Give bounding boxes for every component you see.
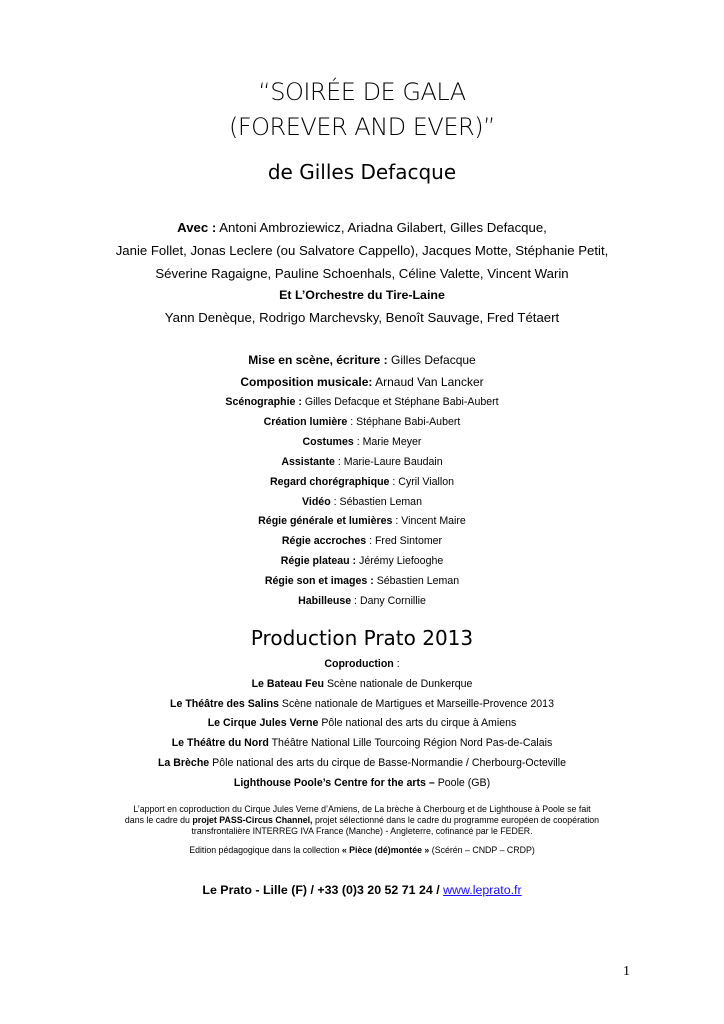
partner-desc: Scène nationale de Martigues et Marseille-Provence 2013 <box>278 698 554 710</box>
partner-row <box>0 678 724 690</box>
credit-role: Regard chorégraphique <box>269 476 390 488</box>
partner-desc: Pôle national des arts du cirque de Basse-Normandie / Cherbourg-Octeville <box>209 757 567 769</box>
production-heading: Production Prato 2013 <box>250 626 474 650</box>
credit-name: Vincent Maire <box>398 515 466 527</box>
avec-label: Avec : <box>177 220 217 235</box>
credit-role: Mise en scène, écriture : <box>248 353 388 367</box>
partner-name: Le Théâtre des Salins <box>170 698 279 710</box>
note-text: projet sélectionné dans le cadre du programme européen de coopération <box>312 815 600 825</box>
website-link[interactable]: www.leprato.fr <box>443 883 522 897</box>
credit-name: Jérémy Liefooghe <box>356 555 444 567</box>
credit-row <box>0 375 724 389</box>
credit-role: Régie son et images : <box>264 575 374 587</box>
partner-desc: Théâtre National Lille Tourcoing Région Nord Pas-de-Calais <box>268 737 553 749</box>
note-line-2 <box>0 815 724 826</box>
credit-row <box>0 436 724 448</box>
credit-row <box>0 595 724 607</box>
credit-row <box>0 396 724 408</box>
coproduction-label <box>0 658 724 670</box>
partner-name: Le Théâtre du Nord <box>171 737 269 749</box>
credit-name: Dany Cornillie <box>357 595 426 607</box>
credit-sep: : <box>392 515 399 527</box>
credit-role: Assistante <box>281 456 335 468</box>
cast-names-1: Antoni Ambroziewicz, Ariadna Gilabert, Gilles Defacque, <box>219 220 547 235</box>
credit-sep: : <box>334 456 341 468</box>
note-text: dans le cadre du <box>124 815 193 825</box>
note-project: projet PASS-Circus Channel, <box>192 815 313 825</box>
title-line-2: (FOREVER AND EVER)” <box>229 113 495 141</box>
credit-role: Composition musicale: <box>240 375 373 389</box>
partner-row <box>0 698 724 710</box>
credit-row <box>0 476 724 488</box>
coproduction-sep: : <box>393 658 400 670</box>
edition-text: Edition pédagogique dans la collection <box>189 845 342 855</box>
page-number: 1 <box>623 964 630 979</box>
credit-role: Scénographie : <box>225 396 302 408</box>
credit-role: Habilleuse <box>298 595 352 607</box>
credit-name: Fred Sintomer <box>372 535 443 547</box>
credit-sep: : <box>353 436 360 448</box>
credit-sep: : <box>347 416 354 428</box>
credit-role: Régie plateau : <box>280 555 357 567</box>
credit-row <box>0 353 724 367</box>
partner-name: Le Cirque Jules Verne <box>207 717 319 729</box>
credit-role: Vidéo <box>302 496 331 508</box>
partner-name: La Brèche <box>157 757 210 769</box>
partner-desc: Pôle national des arts du cirque à Amiens <box>318 717 517 729</box>
credit-sep: : <box>330 496 337 508</box>
edition-publisher: (Scérén – CNDP – CRDP) <box>429 845 535 855</box>
partner-row <box>0 777 724 789</box>
note-line-1: L’apport en coproduction du Cirque Jules Verne d’Amiens, de La brèche à Cherbourg et de Lighthouse à Poole se fait <box>133 804 591 814</box>
credit-row <box>0 515 724 527</box>
contact-text: Le Prato - Lille (F) / +33 (0)3 20 52 71 24 / <box>202 883 444 897</box>
credit-name: Sébastien Leman <box>373 575 460 587</box>
credit-row <box>0 555 724 567</box>
credit-name: Gilles Defacque <box>387 353 476 367</box>
credit-row <box>0 535 724 547</box>
cast-line-3: Séverine Ragaigne, Pauline Schoenhals, Céline Valette, Vincent Warin <box>155 266 569 281</box>
credit-sep: : <box>389 476 396 488</box>
partner-row <box>0 717 724 729</box>
partner-row <box>0 737 724 749</box>
partner-desc: Scène nationale de Dunkerque <box>324 678 473 690</box>
credit-row <box>0 496 724 508</box>
partner-name: Le Bateau Feu <box>251 678 324 690</box>
musicians: Yann Denèque, Rodrigo Marchevsky, Benoît Sauvage, Fred Tétaert <box>164 310 560 325</box>
note-line-3: transfrontalière INTERREG IVA France (Manche) - Angleterre, cofinancé par le FEDER. <box>191 826 533 836</box>
edition-collection: « Pièce (dé)montée » <box>341 845 430 855</box>
contact-line <box>0 883 724 897</box>
partner-name: Lighthouse Poole’s Centre for the arts – <box>233 777 435 789</box>
coproduction-label-text: Coproduction <box>324 658 394 670</box>
credit-sep: : <box>366 535 373 547</box>
credit-name: Gilles Defacque et Stéphane Babi-Aubert <box>301 396 499 408</box>
credit-row <box>0 575 724 587</box>
partner-row <box>0 757 724 769</box>
subtitle: de Gilles Defacque <box>267 160 457 184</box>
credit-name: Arnaud Van Lancker <box>372 375 484 389</box>
credit-sep: : <box>351 595 357 607</box>
cast-line-1 <box>0 216 724 239</box>
credit-row <box>0 416 724 428</box>
credit-name: Cyril Viallon <box>395 476 455 488</box>
credit-name: Marie Meyer <box>359 436 422 448</box>
credit-row <box>0 456 724 468</box>
title-line-1: “SOIRÉE DE GALA <box>258 78 466 106</box>
credit-name: Stéphane Babi-Aubert <box>353 416 461 428</box>
orchestra-heading: Et L’Orchestre du Tire-Laine <box>279 288 445 302</box>
credit-role: Costumes <box>302 436 354 448</box>
credit-name: Marie-Laure Baudain <box>340 456 443 468</box>
credit-name: Sébastien Leman <box>336 496 422 508</box>
credit-role: Régie générale et lumières <box>258 515 393 527</box>
edition-line <box>0 845 724 856</box>
credit-role: Régie accroches <box>281 535 367 547</box>
credit-role: Création lumière <box>263 416 348 428</box>
cast-line-2: Janie Follet, Jonas Leclere (ou Salvatore Cappello), Jacques Motte, Stéphanie Petit, <box>115 243 609 258</box>
partner-desc: Poole (GB) <box>434 777 491 789</box>
